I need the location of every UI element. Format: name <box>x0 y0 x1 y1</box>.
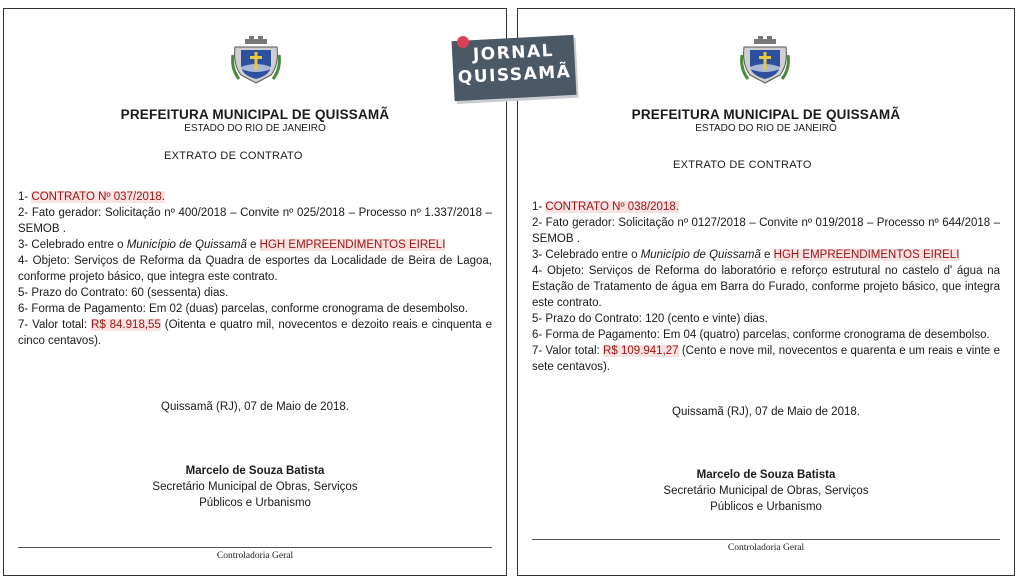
place-date: Quissamã (RJ), 07 de Maio de 2018. <box>672 406 860 418</box>
clause-3-prefix: 3- Celebrado entre o <box>18 239 127 251</box>
signer-name: Marcelo de Souza Batista <box>185 465 325 477</box>
signer-role-line-1: Secretário Municipal de Obras, Serviços <box>152 481 358 493</box>
municipal-crest-icon <box>740 35 790 85</box>
clause-4: 4- Objeto: Serviços de Reforma da Quadra de esportes da Localidade de Beira de Lagoa, conforme projeto básico, que integra este contrato. <box>18 255 492 283</box>
clause-5: 5- Prazo do Contrato: 120 (cento e vinte) dias. <box>532 313 768 325</box>
header-title: PREFEITURA MUNICIPAL DE QUISSAMÃ <box>120 107 390 122</box>
footer-divider <box>18 547 492 548</box>
watermark-line-1: JORNAL <box>472 40 555 66</box>
clause-6: 6- Forma de Pagamento: Em 02 (duas) parcelas, conforme cronograma de desembolso. <box>18 303 468 315</box>
contractor-name: HGH EMPREENDIMENTOS EIRELI <box>259 239 446 251</box>
contract-number: CONTRATO Nº 037/2018. <box>31 191 165 203</box>
signature-block <box>518 467 1014 515</box>
clause-7-suffix: (Oitenta e quatro mil, novecentos e dezoito reais e cinquenta e cinco centavos). <box>18 319 492 347</box>
total-value: R$ 84.918,55 <box>91 319 161 331</box>
contract-extract-document-038 <box>517 8 1015 576</box>
header-subtitle: ESTADO DO RIO DE JANEIRO <box>184 123 326 134</box>
jornal-quissama-watermark <box>449 34 577 100</box>
clause-1 <box>18 189 492 205</box>
clause-3-join: e <box>760 249 774 261</box>
signer-role-line-1: Secretário Municipal de Obras, Serviços <box>663 485 869 497</box>
signer-role-line-2: Públicos e Urbanismo <box>199 497 311 509</box>
place-date: Quissamã (RJ), 07 de Maio de 2018. <box>161 401 349 413</box>
clause-2: 2- Fato gerador: Solicitação nº 0127/2018 – Convite nº 019/2018 – Processo nº 644/2018 –SEMOB . <box>532 217 1000 245</box>
clause-5: 5- Prazo do Contrato: 60 (sessenta) dias. <box>18 287 229 299</box>
footer-text: Controladoria Geral <box>216 551 294 561</box>
signer-name: Marcelo de Souza Batista <box>696 469 836 481</box>
clause-3 <box>532 247 1000 263</box>
contract-clauses <box>532 199 1000 375</box>
contract-clauses <box>18 189 492 349</box>
signer-role-line-2: Públicos e Urbanismo <box>710 501 822 513</box>
clause-1-prefix: 1- <box>532 201 546 213</box>
clause-1 <box>532 199 1000 215</box>
section-title: EXTRATO DE CONTRATO <box>164 150 303 162</box>
clause-7 <box>18 317 492 349</box>
footer-divider <box>532 539 1000 540</box>
watermark-text <box>452 39 576 89</box>
clause-1-prefix: 1- <box>18 191 32 203</box>
section-title: EXTRATO DE CONTRATO <box>673 159 812 171</box>
footer-text: Controladoria Geral <box>727 543 805 553</box>
total-value: R$ 109.941,27 <box>603 345 679 357</box>
clause-2: 2- Fato gerador: Solicitação nº 400/2018 – Convite nº 025/2018 – Processo nº 1.337/2018 –SEMOB . <box>18 207 492 235</box>
clause-3 <box>18 237 492 253</box>
contract-extract-document-037 <box>3 8 507 576</box>
clause-4: 4- Objeto: Serviços de Reforma do laboratório e reforço estrutural no castelo d' água na Estação de Tratamento de água em Barra do Furado, conforme projeto básico, que integra este contrato. <box>532 265 1000 309</box>
contractor-name: HGH EMPREENDIMENTOS EIRELI <box>773 249 960 261</box>
municipality-name: Município de Quissamã <box>126 239 247 251</box>
clause-7-prefix: 7- Valor total: <box>532 345 604 357</box>
header-subtitle: ESTADO DO RIO DE JANEIRO <box>695 123 837 134</box>
clause-3-join: e <box>246 239 260 251</box>
clause-7-prefix: 7- Valor total: <box>18 319 92 331</box>
watermark-line-2: QUISSAMÃ <box>457 62 572 88</box>
municipality-name: Município de Quissamã <box>640 249 761 261</box>
clause-7 <box>532 343 1000 375</box>
municipal-crest-icon <box>231 35 281 85</box>
header-title: PREFEITURA MUNICIPAL DE QUISSAMÃ <box>631 107 901 122</box>
signature-block <box>4 463 506 511</box>
clause-7-suffix: (Cento e nove mil, novecentos e quarenta e um reais e vinte e sete centavos). <box>532 345 1000 373</box>
contract-number: CONTRATO Nº 038/2018. <box>545 201 679 213</box>
clause-6: 6- Forma de Pagamento: Em 04 (quatro) parcelas, conforme cronograma de desembolso. <box>532 329 990 341</box>
clause-3-prefix: 3- Celebrado entre o <box>532 249 641 261</box>
